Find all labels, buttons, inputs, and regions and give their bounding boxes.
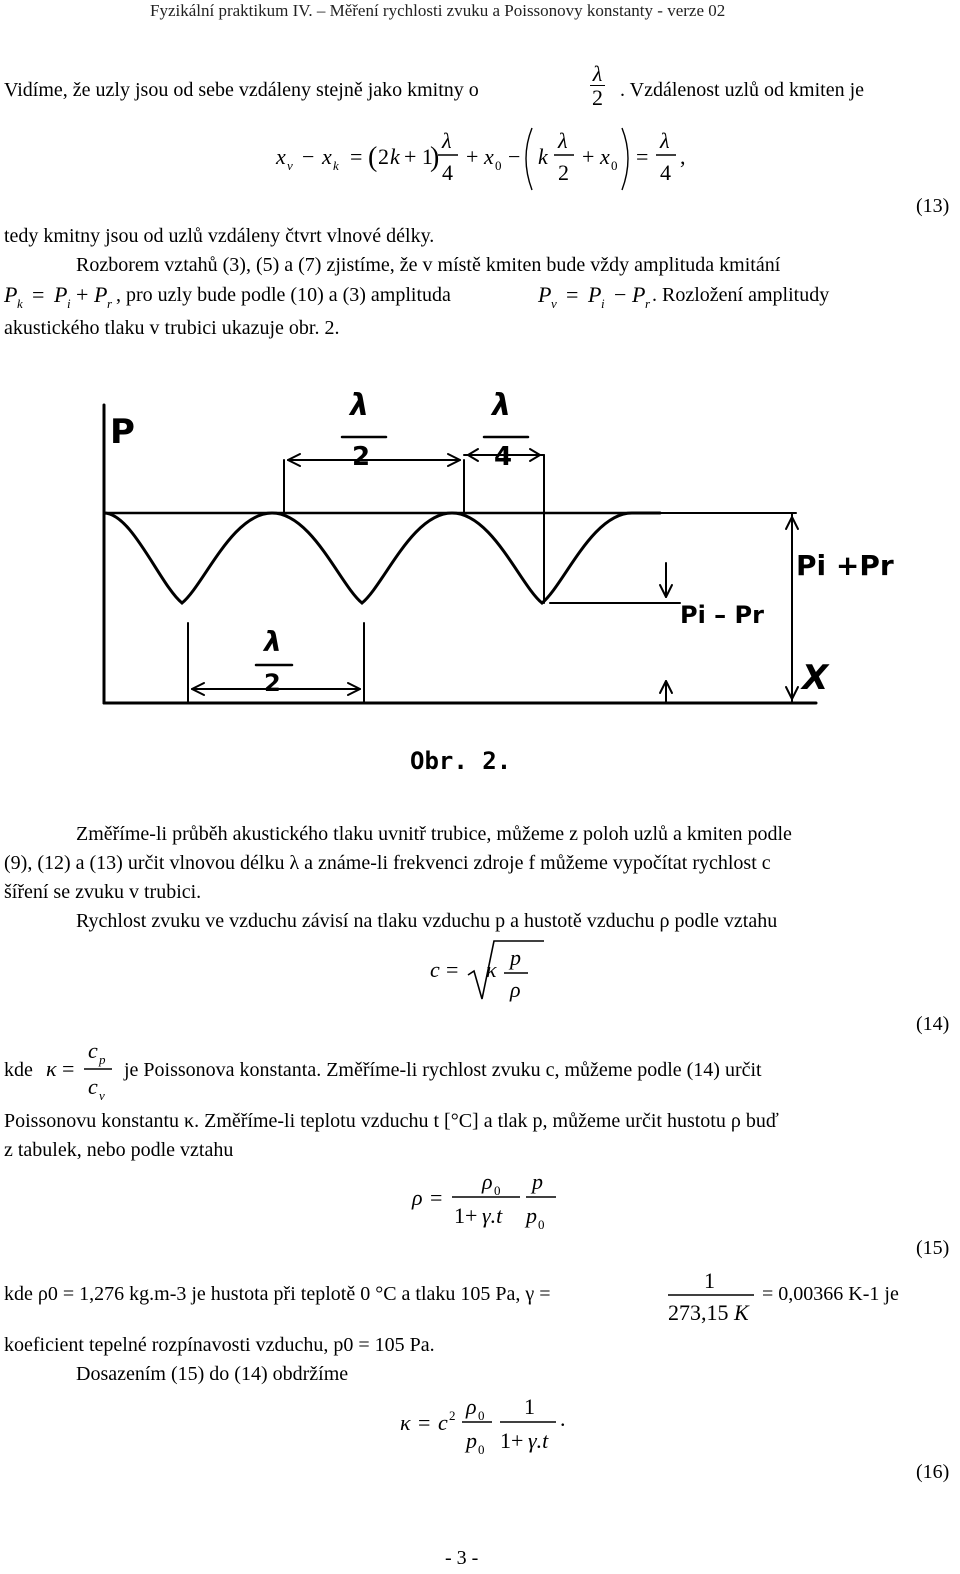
para6: Změříme-li průběh akustického tlaku uvnitř trubice, můžeme z poloh uzlů a kmiten podle <box>76 823 792 845</box>
svg-text:ρ: ρ <box>466 1394 477 1419</box>
kappa-definition <box>44 1038 124 1104</box>
svg-text:λ: λ <box>660 128 670 153</box>
svg-text:=: = <box>62 1056 75 1081</box>
equation-13 <box>270 118 710 198</box>
gamma-fraction <box>664 1266 760 1328</box>
para1-start: Vidíme, že uzly jsou od sebe vzdáleny stejně jako kmitny o <box>4 79 479 101</box>
svg-text:): ) <box>430 142 440 173</box>
svg-text:c: c <box>88 1038 98 1063</box>
svg-text:−: − <box>302 144 315 169</box>
svg-text:=: = <box>636 144 649 169</box>
axis-label-x: X <box>802 658 829 698</box>
svg-text:c: c <box>430 957 440 982</box>
svg-text:k: k <box>17 296 23 311</box>
svg-text:+: + <box>76 282 89 307</box>
figure-caption: Obr. 2. <box>410 747 512 775</box>
svg-text:c: c <box>438 1410 448 1435</box>
svg-text:r: r <box>107 296 113 311</box>
svg-text:=: = <box>446 957 459 982</box>
para15: Dosazením (15) do (14) obdržíme <box>76 1363 349 1385</box>
svg-text:k: k <box>390 144 400 169</box>
para7: (9), (12) a (13) určit vlnovou délku λ a známe-li frekvenci zdroje f můžeme vypočítat rychlost c <box>4 852 771 874</box>
svg-text:ρ: ρ <box>482 1169 493 1194</box>
svg-text:P: P <box>632 282 646 307</box>
svg-text:0: 0 <box>538 1217 545 1232</box>
svg-text:i: i <box>601 296 605 311</box>
equation-16 <box>396 1390 576 1460</box>
svg-text:x: x <box>484 144 494 169</box>
svg-text:λ: λ <box>350 388 369 423</box>
label-pi-plus-pr: Pi +Pr <box>796 549 894 582</box>
svg-text:v: v <box>99 1088 105 1103</box>
svg-text:ρ: ρ <box>510 977 521 1002</box>
svg-text:P: P <box>94 282 108 307</box>
svg-text:+: + <box>466 144 479 169</box>
svg-text:=: = <box>32 282 45 307</box>
svg-text:−: − <box>508 144 521 169</box>
svg-text:.: . <box>560 1406 566 1431</box>
svg-text:2: 2 <box>352 442 371 472</box>
svg-text:0: 0 <box>494 1183 501 1198</box>
svg-text:1: 1 <box>704 1268 715 1293</box>
axis-label-p: P <box>110 412 135 452</box>
svg-text:κ: κ <box>46 1056 57 1081</box>
svg-text:=: = <box>566 282 579 307</box>
svg-text:p: p <box>99 1052 106 1067</box>
svg-text:P: P <box>538 282 552 307</box>
svg-text:P: P <box>588 282 602 307</box>
svg-text:i: i <box>67 296 71 311</box>
svg-text:=: = <box>430 1185 443 1210</box>
svg-text:λ: λ <box>558 128 568 153</box>
svg-text:γ.t: γ.t <box>528 1428 549 1453</box>
para14: koeficient tepelné rozpínavosti vzduchu, p0 = 105 Pa. <box>4 1334 435 1356</box>
svg-text:K: K <box>734 1300 749 1325</box>
svg-text:r: r <box>645 296 651 311</box>
para13-end: = 0,00366 K-1 je <box>762 1283 899 1305</box>
formula-pk <box>0 278 132 314</box>
svg-text:κ: κ <box>400 1410 411 1435</box>
svg-text:+: + <box>582 144 595 169</box>
svg-text:0: 0 <box>495 158 502 173</box>
svg-text:x: x <box>322 144 332 169</box>
svg-text:0: 0 <box>611 158 618 173</box>
svg-text:(: ( <box>368 142 378 173</box>
svg-text:0: 0 <box>478 1408 485 1423</box>
page-number: - 3 - <box>445 1547 479 1569</box>
svg-text:p: p <box>510 945 521 970</box>
svg-text:γ.t: γ.t <box>482 1203 503 1228</box>
svg-text:v: v <box>287 158 293 173</box>
svg-text:v: v <box>551 296 557 311</box>
pressure-amplitude-curve <box>104 513 660 603</box>
para10-start: kde <box>4 1059 33 1081</box>
svg-text:2: 2 <box>264 669 281 697</box>
svg-text:2: 2 <box>378 144 389 169</box>
svg-text:x: x <box>276 144 286 169</box>
svg-text:4: 4 <box>494 442 513 472</box>
svg-text:λ: λ <box>442 128 452 153</box>
svg-text:1+: 1+ <box>500 1428 524 1453</box>
equation-15 <box>408 1165 568 1235</box>
para4-end: . Rozložení amplitudy <box>652 284 830 306</box>
svg-text:k: k <box>538 144 548 169</box>
para4-middle: , pro uzly bude podle (10) a (3) amplituda <box>116 284 451 306</box>
svg-text:1+: 1+ <box>454 1203 478 1228</box>
para11: Poissonovu konstantu κ. Změříme-li teplotu vzduchu t [°C] a tlak p, můžeme určit hustotu ρ buď <box>4 1110 779 1132</box>
svg-text:λ: λ <box>264 625 282 658</box>
svg-text:x: x <box>600 144 610 169</box>
svg-text:c: c <box>88 1074 98 1099</box>
svg-text:=: = <box>350 144 363 169</box>
equation-13-number: (13) <box>916 195 950 217</box>
svg-text:ρ: ρ <box>412 1185 423 1210</box>
para8: šíření se zvuku v trubici. <box>4 881 202 903</box>
formula-pv <box>534 278 664 314</box>
svg-text:2: 2 <box>558 160 569 185</box>
svg-text:P: P <box>54 282 68 307</box>
svg-text:2: 2 <box>449 1408 456 1423</box>
para13-start: kde ρ0 = 1,276 kg.m-3 je hustota při teplotě 0 °C a tlaku 105 Pa, γ = <box>4 1283 551 1305</box>
svg-text:p: p <box>532 1169 543 1194</box>
para9: Rychlost zvuku ve vzduchu závisí na tlaku vzduchu p a hustotě vzduchu ρ podle vztahu <box>76 910 778 932</box>
svg-text:+ 1: + 1 <box>404 144 433 169</box>
svg-text:1: 1 <box>524 1394 535 1419</box>
equation-15-number: (15) <box>916 1237 950 1259</box>
svg-text:k: k <box>333 158 339 173</box>
svg-text:P: P <box>4 282 18 307</box>
para5: akustického tlaku v trubici ukazuje obr. 2. <box>4 317 340 339</box>
svg-text:=: = <box>418 1410 431 1435</box>
svg-text:κ: κ <box>486 957 497 982</box>
svg-text:,: , <box>680 144 686 169</box>
svg-text:4: 4 <box>442 160 453 185</box>
svg-text:0: 0 <box>478 1442 485 1457</box>
lambda-half-fraction: $\frac{\lambda}{2}$ <box>592 61 603 111</box>
svg-text:p: p <box>466 1428 477 1453</box>
equation-14-number: (14) <box>916 1013 950 1035</box>
para10-end: je Poissonova konstanta. Změříme-li rychlost zvuku c, můžeme podle (14) určit <box>124 1059 762 1081</box>
para12: z tabulek, nebo podle vztahu <box>4 1139 234 1161</box>
figure-2 <box>80 385 894 785</box>
svg-text:p: p <box>526 1203 537 1228</box>
equation-14 <box>424 935 564 1010</box>
svg-text:−: − <box>614 282 627 307</box>
para2: tedy kmitny jsou od uzlů vzdáleny čtvrt vlnové délky. <box>4 225 435 247</box>
page-header: Fyzikální praktikum IV. – Měření rychlosti zvuku a Poissonovy konstanty - verze 02 <box>150 1 726 20</box>
label-pi-minus-pr: Pi – Pr <box>680 601 764 629</box>
para1-end: . Vzdálenost uzlů od kmiten je <box>620 79 865 101</box>
svg-text:273,15: 273,15 <box>668 1300 729 1325</box>
equation-16-number: (16) <box>916 1461 950 1483</box>
svg-text:λ: λ <box>492 388 511 423</box>
para3: Rozborem vztahů (3), (5) a (7) zjistíme, že v místě kmiten bude vždy amplituda kmitání <box>76 254 781 276</box>
svg-text:4: 4 <box>660 160 671 185</box>
